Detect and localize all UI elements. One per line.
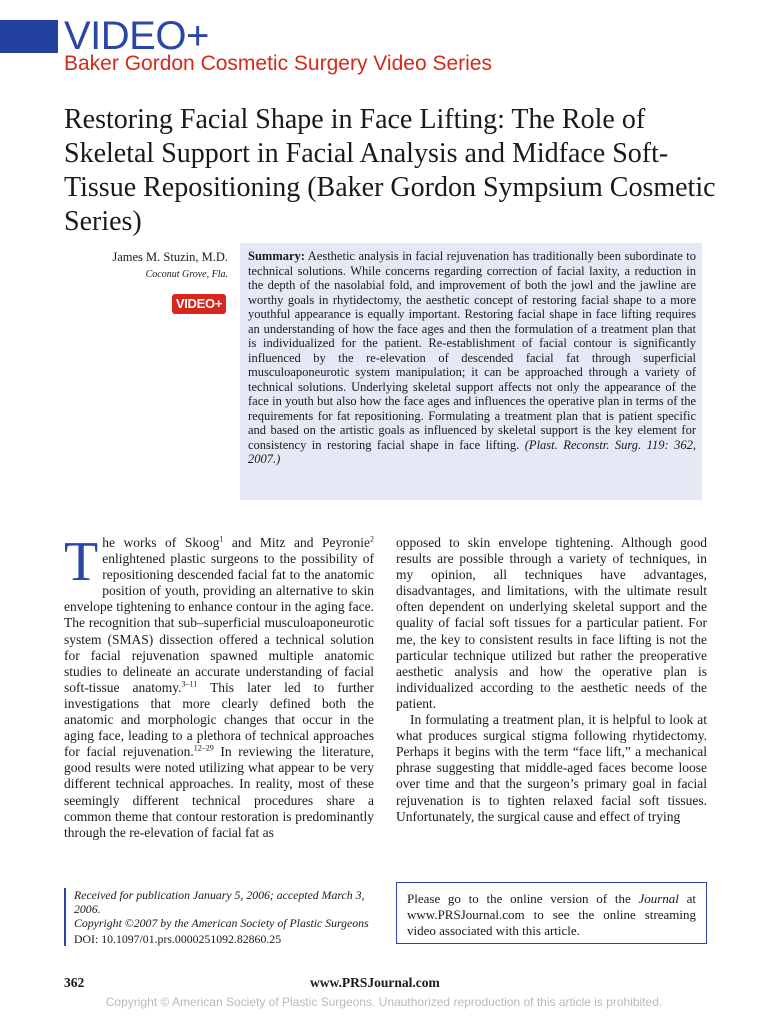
video-badge[interactable]: VIDEO+ [172,294,226,314]
author-name: James M. Stuzin, M.D. [112,250,228,264]
reference-mark[interactable]: 1 [219,534,224,544]
reference-mark[interactable]: 2 [369,534,374,544]
journal-url[interactable]: www.PRSJournal.com [310,975,440,990]
online-note-text: at www.PRSJournal.com to see the online streaming video associated with this article. [407,891,696,938]
right-paragraph-1: opposed to skin envelope tightening. Although good results are possible through a variety of techniques, in my opinion, all techniques have advantages, disadvantages, and limitations, with the ultimate result often dependent on underlying skeletal support and the quality of facial soft tissues for a particular patient. For me, the key to consistent results in face lifting is not the particular technique utilized but rather the preoperative aesthetic analysis and how the operative plan is individualized according to the aesthetic needs of the patient. [396,535,707,711]
summary-box [240,243,702,500]
page-number: 362 [64,975,85,990]
body-text: enlightened plastic surgeons to the possibility of repositioning descended facial fat to the anatomic position of youth, providing an alternative to skin envelope tightening to enhance contour in the aging face. The recognition that sub–superficial musculoaponeurotic system (SMAS) dissection offered a technical solution for facial rejuvenation spawned multiple anatomic studies to delineate an accurate understanding of facial soft-tissue anatomy. [64,551,374,695]
article-title: Restoring Facial Shape in Face Lifting: The Role of Skeletal Support in Facial Analysis and Midface Soft-Tissue Repositioning (Baker Gordon Sympsium Cosmetic Series) [64,104,716,237]
video-plus-logo: VIDEO+ [64,14,209,58]
reference-mark[interactable]: 3–11 [181,679,198,689]
header-color-bar [0,20,58,53]
summary-citation: (Plast. Reconstr. Surg. 119: 362, 2007.) [248,437,696,466]
series-name: Baker Gordon Cosmetic Surgery Video Series [64,52,492,75]
right-paragraph-2: In formulating a treatment plan, it is helpful to look at what produces surgical stigma following rhytidectomy. Perhaps it begins with the term “face lift,” a mechanical phrase suggesting that middle-aged faces become loose over time and that the surgeon’s primary goal in facial rejuvenation is to tighten relaxed facial soft tissues. Unfortunately, the surgical cause and effect of trying [396,712,707,824]
received-date: Received for publication January 5, 2006; accepted March 3, 2006. [74,888,365,916]
body-text: and Mitz and Peyronie [223,535,370,550]
body-text: This later led to further investigations that more clearly defined both the anatomic and morphologic changes that occur in the aging face, leading to a plethora of technical approaches for facial rejuvenation. [64,679,374,760]
copyright-line: Copyright ©2007 by the American Society of Plastic Surgeons [74,916,369,930]
online-note-text: Please go to the online version of the [407,891,639,906]
online-video-note [396,882,707,944]
body-column-right [396,535,707,825]
left-paragraph [64,531,374,841]
reference-mark[interactable]: 12–29 [193,743,214,753]
drop-cap: T [64,531,99,593]
summary-text: Aesthetic analysis in facial rejuvenation has traditionally been subordinate to technical solutions. While concerns regarding correction of facial laxity, a reduction in the depth of the nasolabial fold, and improvement of both the jowl and the jawline are worthy goals in rhytidectomy, the aesthetic concept of restoring facial shape to a more youthful appearance is equally important. Restoring facial shape in face lifting requires an understanding of how the face ages and then the formulation of a treatment plan that is individualized for the patient. Re-establishment of facial contour is significantly influenced by the re-elevation of descended facial fat through superficial musculoaponeurotic system manipulation; it can be approached through a variety of technical solutions. Underlying skeletal support affects not only the appearance of the face in youth but also how the face ages and influences the operative plan in terms of the requirements for fat repositioning. Formulating a treatment plan that is patient specific and based on the artistic goals as influenced by skeletal support is the key element for consistency in restoring facial shape in face lifting. [248,249,696,452]
online-note-journal: Journal [638,891,679,906]
publication-info [64,888,376,946]
body-text: he works of Skoog [102,535,220,550]
copyright-footer: Copyright © American Society of Plastic Surgeons. Unauthorized reproduction of this article is prohibited. [105,995,663,1009]
author-affiliation: Coconut Grove, Fla. [145,269,228,280]
summary-label: Summary: [248,249,305,263]
doi[interactable]: DOI: 10.1097/01.prs.0000251092.82860.25 [74,932,282,946]
body-text: In reviewing the literature, good results were noted utilizing what appear to be very different technical approaches. In reality, most of these seemingly different technical procedures share a common theme that contour restoration is predominantly through the re-elevation of facial fat as [64,744,374,840]
body-column-left [64,531,374,841]
